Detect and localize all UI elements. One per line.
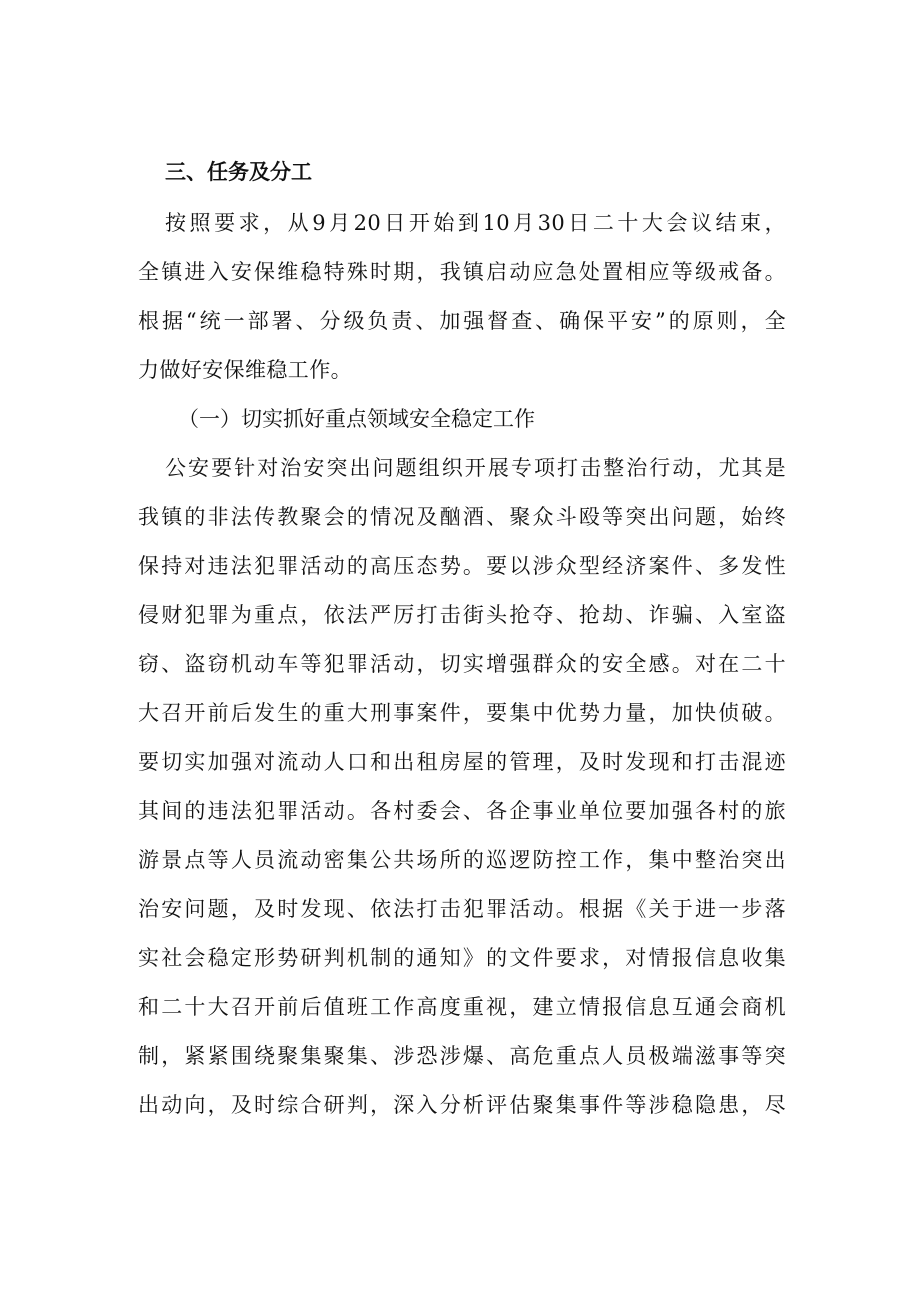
paragraph-line: 侵财犯罪为重点，依法严厉打击街头抢夺、抢劫、诈骗、入室盗 [138,603,786,627]
paragraph-line: 根据“统一部署、分级负责、加强督查、确保平安”的原则，全 [138,309,786,333]
section-heading: 三、任务及分工 [165,160,312,184]
paragraph-line: 大召开前后发生的重大刑事案件，要集中优势力量，加快侦破。 [138,701,786,725]
paragraph-line: 实社会稳定形势研判机制的通知》的文件要求，对情报信息收集 [138,946,786,970]
paragraph-line: 要切实加强对流动人口和出租房屋的管理，及时发现和打击混迹 [138,750,786,774]
paragraph-line: 保持对违法犯罪活动的高压态势。要以涉众型经济案件、多发性 [138,554,786,578]
paragraph-line: 治安问题，及时发现、依法打击犯罪活动。根据《关于进一步落 [138,897,786,921]
subsection-heading: （一）切实抓好重点领域安全稳定工作 [178,407,535,431]
paragraph-line: 窃、盗窃机动车等犯罪活动，切实增强群众的安全感。对在二十 [138,652,786,676]
paragraph-line: 我镇的非法传教聚会的情况及酗酒、聚众斗殴等突出问题，始终 [138,505,786,529]
paragraph-line: 和二十大召开前后值班工作高度重视，建立情报信息互通会商机 [138,995,786,1019]
paragraph-line: 力做好安保维稳工作。 [138,358,352,382]
paragraph-line: 制，紧紧围绕聚集聚集、涉恐涉爆、高危重点人员极端滋事等突 [138,1044,786,1068]
paragraph-line: 游景点等人员流动密集公共场所的巡逻防控工作，集中整治突出 [138,848,786,872]
paragraph-line: 出动向，及时综合研判，深入分析评估聚集事件等涉稳隐患，尽 [138,1093,786,1117]
paragraph-line: 公安要针对治安突出问题组织开展专项打击整治行动，尤其是 [165,456,786,480]
paragraph-line: 全镇进入安保维稳特殊时期，我镇启动应急处置相应等级戒备。 [138,260,786,284]
paragraph-line: 其间的违法犯罪活动。各村委会、各企事业单位要加强各村的旅 [138,799,786,823]
paragraph-line: 按照要求，从9月20日开始到10月30日二十大会议结束， [165,211,786,235]
